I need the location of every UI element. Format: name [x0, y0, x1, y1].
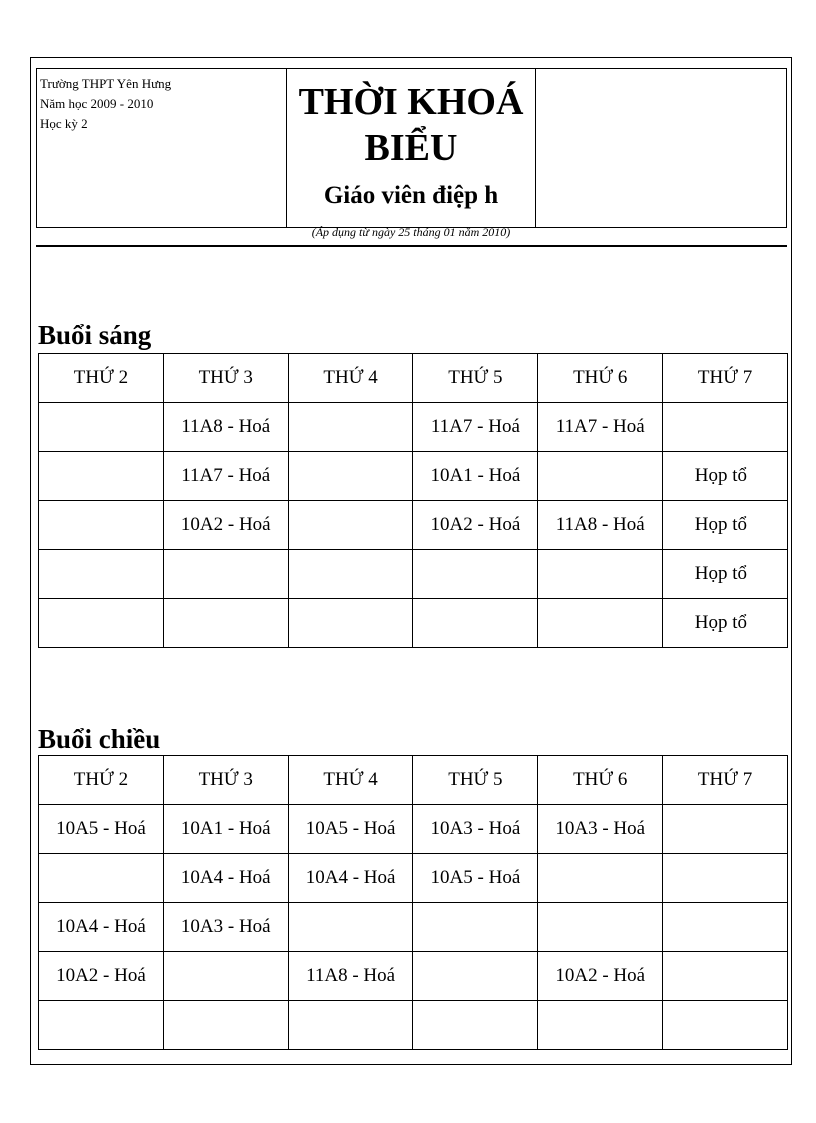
- table-row: [39, 1001, 788, 1050]
- table-cell: [288, 903, 413, 952]
- table-cell: 10A4 - Hoá: [288, 854, 413, 903]
- day-header: THỨ 2: [39, 756, 164, 805]
- table-cell: [663, 1001, 788, 1050]
- table-cell: Họp tổ: [663, 501, 788, 550]
- table-row: [39, 599, 788, 648]
- day-header: THỨ 6: [538, 756, 663, 805]
- table-cell: [413, 550, 538, 599]
- table-cell: 10A2 - Hoá: [413, 501, 538, 550]
- table-cell: [288, 403, 413, 452]
- table-cell: [163, 1001, 288, 1050]
- table-cell: 10A2 - Hoá: [538, 952, 663, 1001]
- table-cell: [538, 854, 663, 903]
- table-cell: [663, 854, 788, 903]
- table-cell: 10A4 - Hoá: [39, 903, 164, 952]
- table-cell: 10A5 - Hoá: [39, 805, 164, 854]
- table-cell: [663, 805, 788, 854]
- header-empty-cell: [536, 69, 786, 227]
- table-cell: [39, 452, 164, 501]
- table-cell: [538, 452, 663, 501]
- table-cell: 10A5 - Hoá: [288, 805, 413, 854]
- day-header: THỨ 4: [288, 756, 413, 805]
- table-cell: [288, 599, 413, 648]
- table-cell: 10A2 - Hoá: [163, 501, 288, 550]
- table-cell: [538, 599, 663, 648]
- table-cell: Họp tổ: [663, 452, 788, 501]
- apply-note: (Áp dụng từ ngày 25 tháng 01 năm 2010): [311, 225, 511, 239]
- table-cell: 11A8 - Hoá: [538, 501, 663, 550]
- divider: [36, 245, 787, 247]
- table-cell: [163, 599, 288, 648]
- table-cell: Họp tổ: [663, 599, 788, 648]
- table-cell: [288, 1001, 413, 1050]
- table-cell: [39, 1001, 164, 1050]
- table-cell: 10A1 - Hoá: [163, 805, 288, 854]
- header-row: [39, 354, 788, 403]
- table-row: [39, 854, 788, 903]
- school-name: Trường THPT Yên Hưng: [40, 76, 172, 91]
- day-header: THỨ 3: [163, 354, 288, 403]
- table-cell: [413, 903, 538, 952]
- table-cell: Họp tổ: [663, 550, 788, 599]
- table-cell: [413, 1001, 538, 1050]
- day-header: THỨ 5: [413, 756, 538, 805]
- school-year: Năm học 2009 - 2010: [40, 96, 154, 111]
- morning-timetable: [38, 353, 788, 648]
- table-cell: [39, 403, 164, 452]
- table-row: [39, 550, 788, 599]
- table-cell: 10A4 - Hoá: [163, 854, 288, 903]
- day-header: THỨ 2: [39, 354, 164, 403]
- table-cell: 11A8 - Hoá: [288, 952, 413, 1001]
- table-cell: [288, 550, 413, 599]
- header-row: [39, 756, 788, 805]
- table-row: [39, 805, 788, 854]
- teacher-name: Giáo viên điệp h: [323, 182, 499, 209]
- table-cell: [663, 952, 788, 1001]
- day-header: THỨ 3: [163, 756, 288, 805]
- table-cell: [413, 952, 538, 1001]
- day-header: THỨ 4: [288, 354, 413, 403]
- table-cell: 10A1 - Hoá: [413, 452, 538, 501]
- page-title: THỜI KHOÁ BIỂU: [298, 81, 524, 169]
- table-cell: 10A3 - Hoá: [413, 805, 538, 854]
- table-row: [39, 452, 788, 501]
- day-header: THỨ 7: [663, 756, 788, 805]
- table-cell: [663, 403, 788, 452]
- day-header: THỨ 6: [538, 354, 663, 403]
- table-cell: [538, 1001, 663, 1050]
- header-box: [36, 68, 787, 239]
- table-cell: [663, 903, 788, 952]
- table-cell: [163, 952, 288, 1001]
- table-row: [39, 952, 788, 1001]
- table-cell: [163, 550, 288, 599]
- day-header: THỨ 5: [413, 354, 538, 403]
- afternoon-section-title: Buổi chiều: [38, 724, 161, 754]
- table-cell: 10A2 - Hoá: [39, 952, 164, 1001]
- table-cell: 10A3 - Hoá: [538, 805, 663, 854]
- table-cell: [39, 854, 164, 903]
- table-row: [39, 403, 788, 452]
- day-header: THỨ 7: [663, 354, 788, 403]
- table-row: [39, 903, 788, 952]
- table-cell: 11A7 - Hoá: [163, 452, 288, 501]
- table-cell: 11A7 - Hoá: [413, 403, 538, 452]
- table-cell: 11A7 - Hoá: [538, 403, 663, 452]
- table-cell: 11A8 - Hoá: [163, 403, 288, 452]
- table-cell: [413, 599, 538, 648]
- morning-section-title: Buổi sáng: [38, 320, 152, 350]
- table-row: [39, 501, 788, 550]
- table-cell: [288, 501, 413, 550]
- table-cell: [288, 452, 413, 501]
- school-info: [37, 69, 287, 227]
- afternoon-timetable: [38, 755, 788, 1050]
- table-cell: 10A3 - Hoá: [163, 903, 288, 952]
- table-cell: 10A5 - Hoá: [413, 854, 538, 903]
- semester: Học kỳ 2: [40, 116, 88, 131]
- table-cell: [39, 550, 164, 599]
- table-cell: [39, 501, 164, 550]
- table-cell: [39, 599, 164, 648]
- timetable-page: [30, 57, 792, 1065]
- title-block: [287, 69, 536, 239]
- table-cell: [538, 550, 663, 599]
- table-cell: [538, 903, 663, 952]
